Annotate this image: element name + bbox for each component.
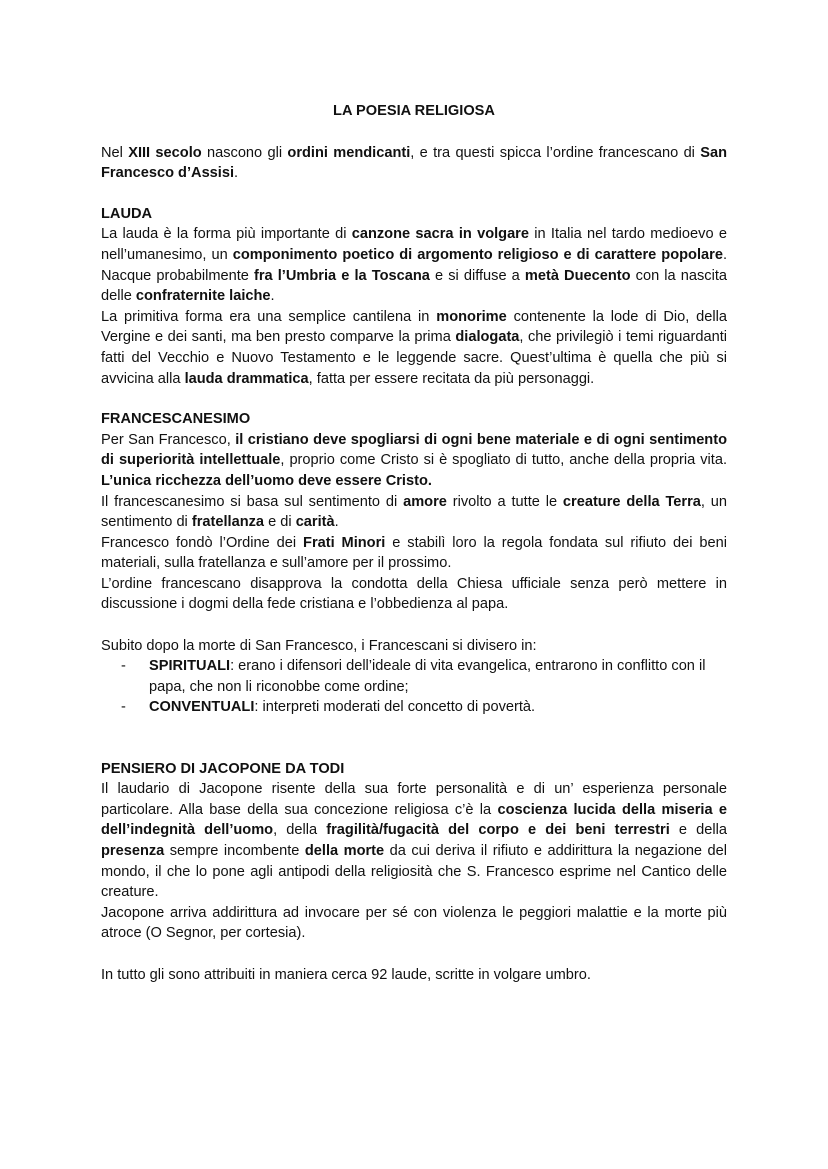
- list-term: CONVENTUALI: [149, 699, 255, 716]
- dash-bullet: -: [121, 699, 126, 716]
- lauda-paragraph-1: [101, 224, 727, 306]
- text-run: .: [234, 165, 239, 182]
- francescanesimo-paragraph-3: [101, 533, 727, 574]
- text-run: sempre incombente: [164, 843, 305, 859]
- text-run: Per San Francesco,: [101, 431, 236, 448]
- bold-run: coscienza lucida della miseria e dell’indegnità dell’uomo: [101, 801, 727, 839]
- text-run: e stabilì loro la regola fondata sul rifiuto dei beni materiali, sulla fratellanza e sull’amore per il prossimo.: [101, 534, 727, 572]
- bold-run: fragilità/fugacità del corpo e dei beni terrestri: [326, 822, 670, 839]
- document-title: LA POESIA RELIGIOSA: [333, 103, 495, 119]
- text-run: nascono gli: [201, 144, 288, 161]
- text-run: e di: [264, 514, 296, 531]
- list-text: : erano i difensori dell’ideale di vita evangelica, entrarono in conflitto con il papa, che non li riconobbe come ordine;: [149, 658, 706, 695]
- text-run: Il francescanesimo si basa sul sentimento di: [101, 493, 404, 510]
- lauda-heading: LAUDA: [101, 205, 153, 222]
- bold-run: amore: [403, 493, 447, 510]
- francescanesimo-heading: FRANCESCANESIMO: [101, 411, 251, 428]
- text-run: .: [334, 514, 339, 531]
- list-term: SPIRITUALI: [149, 658, 231, 675]
- intro-paragraph: [101, 143, 727, 184]
- jacopone-heading: PENSIERO DI JACOPONE DA TODI: [101, 760, 345, 777]
- bold-run: fra l’Umbria e la Toscana: [254, 267, 430, 284]
- bold-run: componimento poetico di argomento religioso e di carattere popolare: [232, 246, 723, 263]
- text-run: con la nascita delle: [101, 267, 727, 305]
- division-list: [101, 656, 727, 718]
- bold-run: ordini mendicanti: [287, 144, 411, 161]
- francescanesimo-paragraph-2: [101, 492, 727, 533]
- lauda-paragraph-2: [101, 307, 727, 389]
- text-run: rivolto a tutte le: [446, 493, 563, 510]
- text-run: , fatta per essere recitata da più personaggi.: [308, 370, 595, 387]
- spacer: [101, 944, 727, 965]
- bold-run: monorime: [436, 308, 507, 325]
- text-run: e si diffuse a: [429, 267, 525, 284]
- bold-run: fratellanza: [191, 514, 265, 531]
- text-run: , e tra questi spicca l’ordine francescano di: [410, 144, 701, 161]
- bold-run: il cristiano deve spogliarsi di ogni bene materiale e di ogni sentimento di superiorità intellettuale: [101, 431, 727, 469]
- bold-run: metà Duecento: [524, 267, 631, 284]
- text-run: da cui deriva il rifiuto e addirittura la negazione del mondo, il che lo pone agli antipodi della religiosità che S. Francesco esprime nel Cantico delle creature.: [101, 843, 728, 901]
- bold-run: lauda drammatica: [184, 370, 309, 387]
- text-run: contenente la lode di Dio, della Vergine e dei santi, ma ben presto comparve la prima: [101, 308, 727, 346]
- bold-run: canzone sacra in volgare: [351, 226, 529, 243]
- bold-run: della morte: [304, 843, 385, 859]
- text-run: in Italia nel tardo medioevo e nell’umanesimo, un: [101, 226, 727, 263]
- list-item: [101, 656, 727, 697]
- text-run: Francesco fondò l’Ordine dei: [101, 534, 304, 551]
- text-run: , proprio come Cristo si è spogliato di tutto, anche della propria vita.: [280, 452, 727, 469]
- text-run: La primitiva forma era una semplice cantilena in: [101, 308, 437, 325]
- jacopone-paragraph-2: Jacopone arriva addirittura ad invocare per sé con violenza le peggiori malattie e la morte più atroce (O Segnor, per cortesia).: [101, 904, 727, 942]
- jacopone-paragraph-1: [101, 779, 727, 903]
- bold-run: San Francesco d’Assisi: [101, 144, 728, 182]
- bold-run: dialogata: [455, 329, 520, 346]
- bold-run: confraternite laiche: [135, 288, 271, 305]
- text-run: , della: [273, 822, 327, 839]
- list-item: [101, 697, 727, 718]
- text-run: Nel: [101, 144, 129, 161]
- bold-run: creature della Terra: [562, 493, 701, 510]
- list-text: : interpreti moderati del concetto di povertà.: [254, 699, 536, 716]
- text-run: , un sentimento di: [101, 493, 728, 531]
- bold-run: presenza: [101, 843, 165, 859]
- text-run: e della: [669, 822, 727, 839]
- spacer: [101, 718, 727, 739]
- bold-run: XIII secolo: [128, 144, 202, 161]
- francescanesimo-paragraph-4: L’ordine francescano disapprova la condotta della Chiesa ufficiale senza però mettere in discussione i dogmi della fede cristiana e l’obbedienza al papa.: [101, 575, 727, 613]
- jacopone-paragraph-3: In tutto gli sono attribuiti in maniera cerca 92 laude, scritte in volgare umbro.: [101, 966, 591, 983]
- francescanesimo-paragraph-5: Subito dopo la morte di San Francesco, i Francescani si divisero in:: [101, 637, 537, 654]
- text-run: Il laudario di Jacopone risente della sua forte personalità e di un’ esperienza personale particolare. Alla base della sua concezione religiosa c’è la: [101, 781, 727, 818]
- dash-bullet: -: [121, 658, 126, 675]
- bold-run: Frati Minori: [303, 534, 386, 551]
- text-run: , che privilegiò i temi riguardanti fatti del Vecchio e Nuovo Testamento e le leggende sacre. Quest’ultima è quella che più si avvicina alla: [101, 329, 728, 387]
- bold-run: L’unica ricchezza dell’uomo deve essere Cristo.: [101, 472, 432, 489]
- text-run: . Nacque probabilmente: [101, 246, 727, 284]
- text-run: .: [270, 288, 275, 305]
- bold-run: carità: [295, 514, 335, 531]
- francescanesimo-paragraph-1: [101, 430, 727, 492]
- text-run: La lauda è la forma più importante di: [101, 226, 352, 243]
- spacer: [101, 615, 727, 636]
